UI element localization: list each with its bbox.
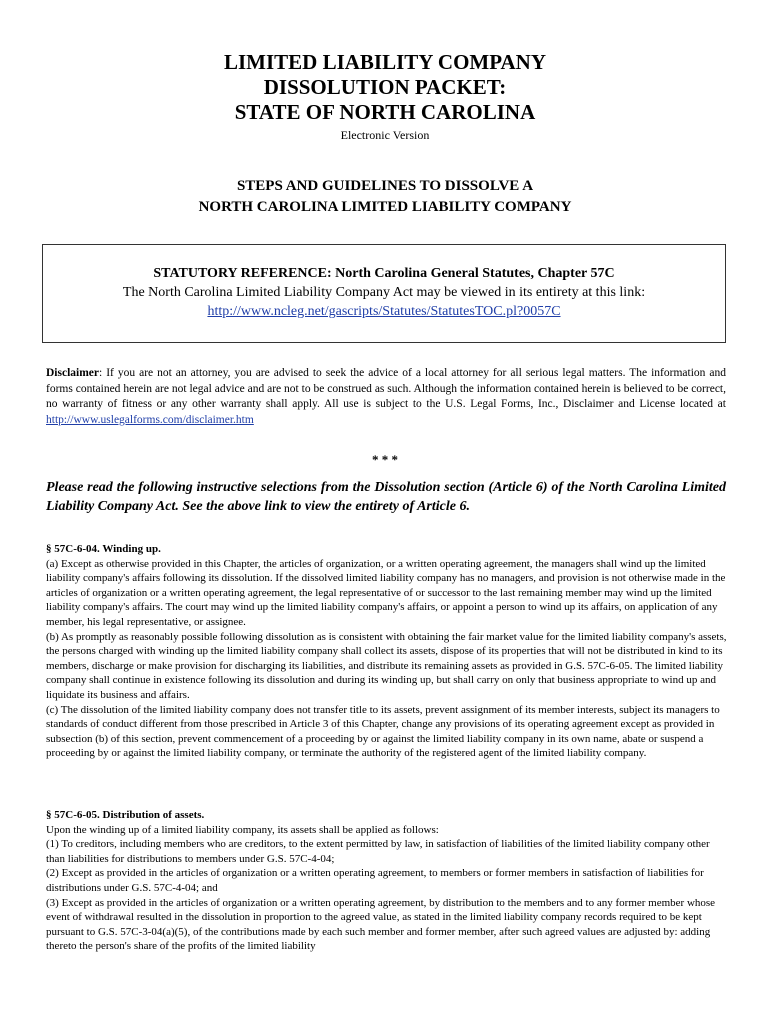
section-57c-6-04-paragraph-b: (b) As promptly as reasonably possible following dissolution as is consistent with obtaining the fair market value for the limited liability company's assets, the persons charged with winding up the limited liability company shall collect its assets, dispose of its properties that will not be distributed in kind to its members, discharge or make provision for discharging its liabilities, and distribute its remaining assets as provided in G.S. 57C-6-05. The limited liability company shall continue in existence following its dissolution and during its winding up, but shall carry on only that business appropriate to wind up and liquidate its business and affairs. (46, 630, 727, 701)
section-57c-6-05-intro: Upon the winding up of a limited liability company, its assets shall be applied as follows: (46, 823, 439, 836)
section-57c-6-05-item-2: (2) Except as provided in the articles of organization or a written operating agreement, to members or former members in satisfaction of liabilities for distributions under G.S. 57C-4-04; and (46, 867, 704, 894)
section-57c-6-04-heading: § 57C-6-04. Winding up. (46, 543, 161, 555)
steps-heading-line-2: NORTH CAROLINA LIMITED LIABILITY COMPANY (198, 199, 572, 215)
disclaimer-paragraph (46, 366, 726, 428)
steps-heading (0, 176, 770, 218)
statutory-reference-text: The North Carolina Limited Liability Company Act may be viewed in its entirety at this link: (122, 285, 646, 300)
section-57c-6-04-paragraph-c: (c) The dissolution of the limited liability company does not transfer title to its assets, prevent assignment of its member interests, subject its managers to standards of conduct different from those prescribed in Article 3 of this Chapter, change any provisions of its operating agreement except as provided in subsection (b) of this section, prevent commencement of a proceeding by or against the limited liability company in its own name, abate or suspend a proceeding by or against the limited liability company, or terminate the authority of the registered agent of the limited liability company. (46, 703, 720, 760)
section-57c-6-04 (46, 542, 728, 761)
statutes-link[interactable]: http://www.ncleg.net/gascripts/Statutes/StatutesTOC.pl?0057C (207, 304, 561, 319)
disclaimer-link[interactable]: http://www.uslegalforms.com/disclaimer.htm (46, 413, 254, 426)
disclaimer-text: : If you are not an attorney, you are advised to seek the advice of a local attorney for all serious legal matters. The information and forms contained herein are not legal advice and are not to be construed as such. Although the information contained herein is believed to be correct, no warranty of fitness or any other warranty shall apply. All use is subject to the U.S. Legal Forms, Inc., Disclaimer and License located at (46, 367, 726, 410)
document-subtitle: Electronic Version (340, 128, 430, 142)
title-line-1: LIMITED LIABILITY COMPANY (223, 50, 547, 74)
title-line-3: STATE OF NORTH CAROLINA (234, 100, 536, 124)
disclaimer-label: Disclaimer (46, 367, 100, 379)
section-57c-6-05-item-1: (1) To creditors, including members who are creditors, to the extent permitted by law, in satisfaction of liabilities of the limited liability company other than liabilities for distributions to members under G.S. 57C-4-04; (46, 838, 710, 865)
steps-heading-line-1: STEPS AND GUIDELINES TO DISSOLVE A (236, 178, 534, 194)
document-title (0, 50, 770, 125)
statutory-reference-box (42, 244, 726, 343)
section-57c-6-04-paragraph-a: (a) Except as otherwise provided in this Chapter, the articles of organization, or a written operating agreement, the managers shall wind up the limited liability company's affairs following its dissolution. If the dissolved limited liability company has no managers, and provision is not otherwise made in the articles of organization or a written operating agreement, the legal representative of or successor to the last remaining member may wind up the limited liability company's affairs. The court may wind up the limited liability company's affairs, or appoint a person to wind up its affairs, on application of any member, his legal representative, or assignee. (46, 557, 726, 628)
instruction-paragraph: Please read the following instructive selections from the Dissolution section (Article 6) of the North Carolina Limited Liability Company Act. See the above link to view the entirety of Article 6. (46, 480, 726, 514)
section-57c-6-05-item-3: (3) Except as provided in the articles of organization or a written operating agreement, by distribution to the members and to any former member whose event of withdrawal resulted in the dissolution in proportion to the agreed value, as stated in the limited liability company records required to be kept pursuant to G.S. 57C-3-04(a)(5), of the contributions made by each such member and former member, after such agreed values are adjusted by: adding thereto the person's share of the profits of the limited liability (46, 896, 716, 953)
title-line-2: DISSOLUTION PACKET: (263, 75, 507, 99)
section-57c-6-05 (46, 808, 728, 954)
section-57c-6-05-heading: § 57C-6-05. Distribution of assets. (46, 809, 205, 821)
section-separator: * * * (372, 452, 398, 467)
statutory-reference-title: STATUTORY REFERENCE: North Carolina General Statutes, Chapter 57C (153, 266, 615, 281)
